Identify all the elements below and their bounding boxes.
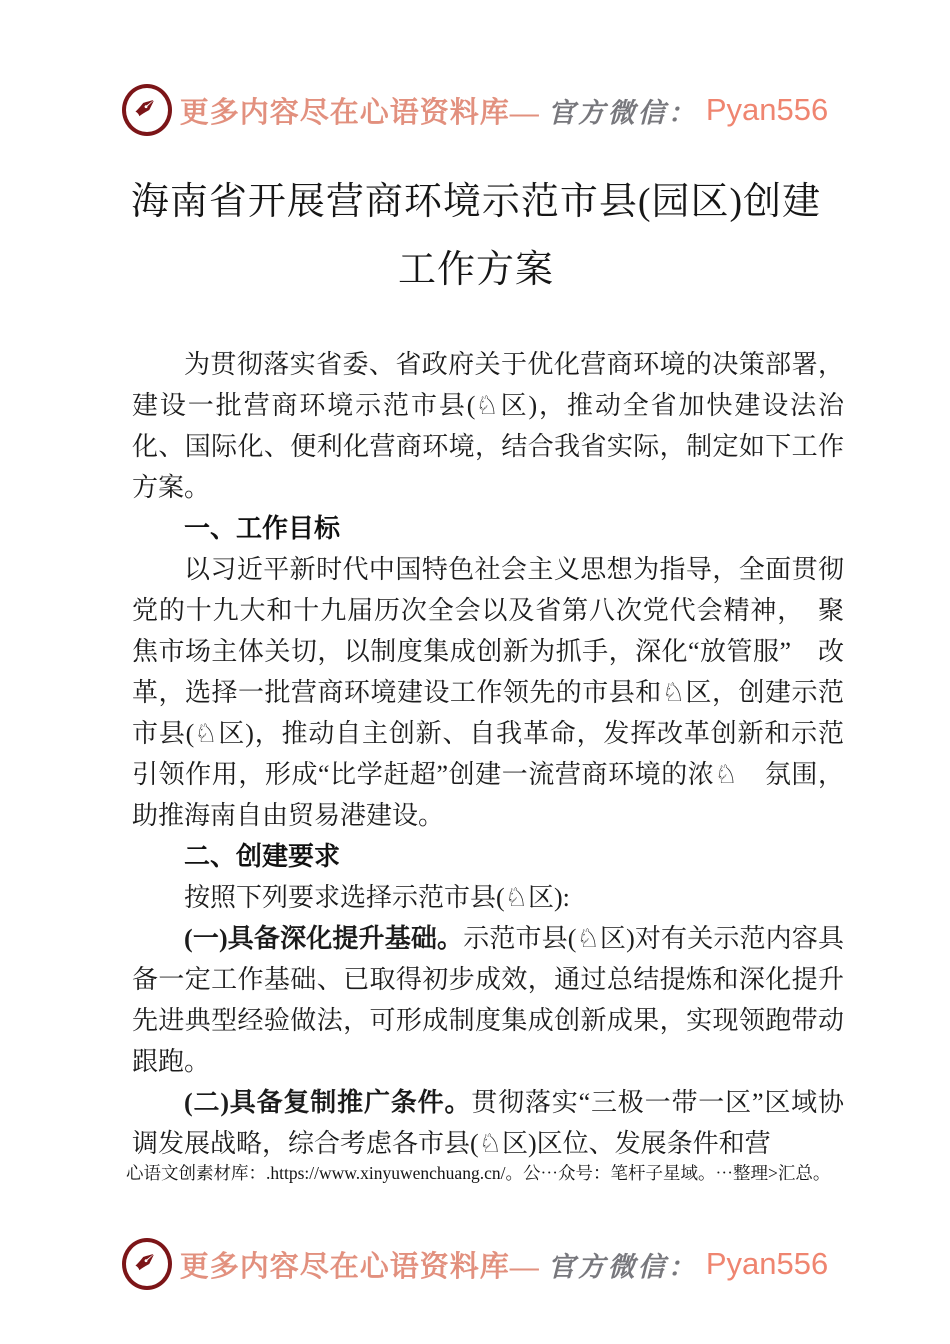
section-heading-2: 二、创建要求: [184, 841, 341, 871]
requirement-item-1-lead: (一)具备深化提升基础。: [184, 924, 464, 953]
requirement-item-1: [132, 918, 844, 1082]
section2-intro-paragraph: 按照下列要求选择示范市县(♘区):: [184, 883, 570, 912]
pen-nib-icon: ✒: [126, 1241, 167, 1283]
document-body: [132, 344, 844, 1164]
requirement-item-2-body: 贯彻落实“三极一带一区”区域协调发展战略，综合考虑各市县(♘区)区位、发展条件和营: [132, 1088, 844, 1158]
document-title: 海南省开展营商环境示范市县(园区)创建工作方案: [130, 181, 822, 291]
section1-paragraph: 以习近平新时代中国特色社会主义思想为指导，全面贯彻党的十九大和十九届历次全会以及省第八次党代会精神， 聚焦市场主体关切，以制度集成创新为抓手，深化“放管服” 改革，选择一批营商环境建设工作领先的市县和♘区，创建示范市县(♘区)，推动自主创新、自我革命，发挥改革创新和示范引领作用，形成“比学赶超”创建一流营商环境的浓♘ 氛围，助推海南自由贸易港建设。: [132, 555, 844, 830]
footer-watermark: [0, 1238, 950, 1290]
requirement-item-2: [132, 1082, 844, 1164]
pen-nib-icon: ✒: [126, 87, 167, 129]
watermark-wechat-id: Pyan556: [705, 92, 829, 127]
section-heading-1: 一、工作目标: [184, 513, 341, 543]
pen-logo-icon: [122, 1238, 172, 1290]
header-watermark: [0, 84, 950, 136]
footer-note: 心语文创素材库：.https://www.xinyuwenchuang.cn/。公⋯众号：笔杆子星域。⋯整理>汇总。: [126, 1163, 831, 1183]
requirement-item-2-lead: (二)具备复制推广条件。: [184, 1088, 472, 1117]
watermark-wechat-label: 官方微信：: [547, 1251, 698, 1282]
watermark-brand-text: 更多内容尽在心语资料库—: [179, 96, 540, 129]
watermark-wechat-label: 官方微信：: [547, 97, 698, 128]
requirement-item-1-body: 示范市县(♘区)对有关示范内容具备一定工作基础、已取得初步成效，通过总结提炼和深化提升先进典型经验做法，可形成制度集成创新成果，实现领跑带动跟跑。: [132, 924, 844, 1076]
watermark-wechat-id: Pyan556: [705, 1246, 829, 1281]
watermark-brand-text: 更多内容尽在心语资料库—: [179, 1250, 540, 1283]
pen-logo-icon: [122, 84, 172, 136]
intro-paragraph: 为贯彻落实省委、省政府关于优化营商环境的决策部署，建设一批营商环境示范市县(♘区)，推动全省加快建设法治化、国际化、便利化营商环境，结合我省实际，制定如下工作方案。: [132, 350, 844, 502]
